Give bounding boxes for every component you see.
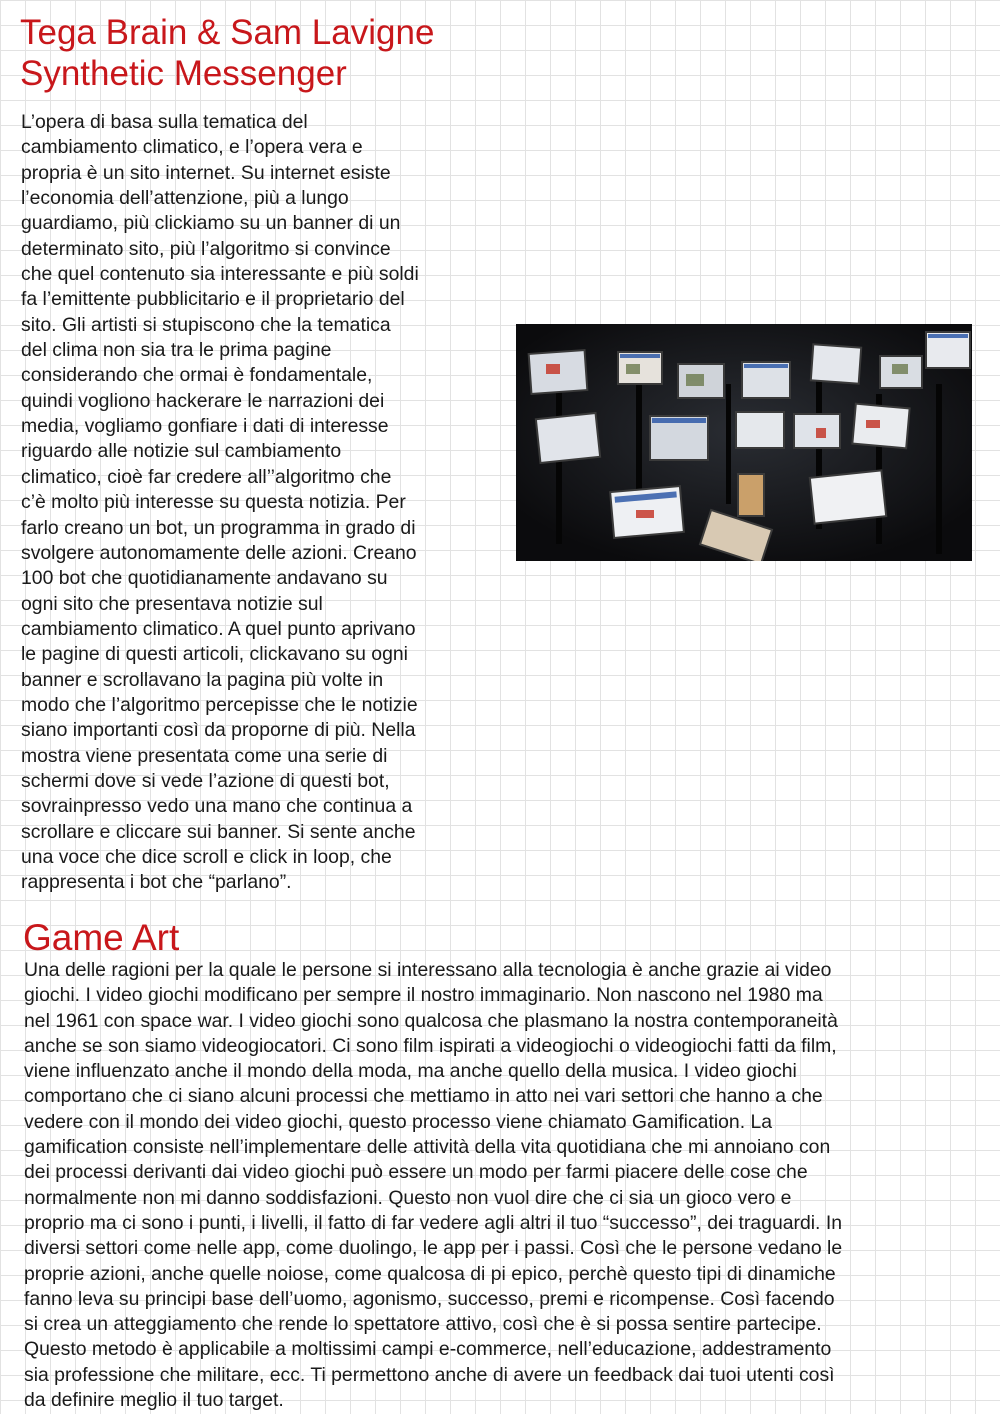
title-artwork: Synthetic Messenger [20,54,347,93]
title-artists: Tega Brain & Sam Lavigne [20,13,435,52]
artwork-description: L’opera di basa sulla tematica del cambiamento climatico, e l’opera vera e propria è un sito internet. Su internet esiste l’economia dell’attenzione, più a lungo guardiamo, più clickiamo su un banner di un determinato sito, più l’algoritmo si convince che quel contenuto sia interessante e più soldi fa l’emittente pubblicitario e il proprietario del sito. Gli artisti si stupiscono che la tematica del clima non sia tra le prima pagine considerando che ormai è fondamentale, quindi vogliono hackerare le narrazioni dei media, vogliamo gonfiare i dati di interesse riguardo alle notizie sul cambiamento climatico, cioè far credere all’’algoritmo che c’è molto più interesse su questa notizia. Per farlo creano un bot, un programma in grado di svolgere autonomamente delle azioni. Creano 100 bot che quotidianamente andavano su ogni sito che presentava notizie sul cambiamento climatico. A quel punto aprivano le pagine di questi articoli, clickavano su ogni banner e scrollavano la pagina più volte in modo che l’algoritmo percepisse che le notizie siano importanti così da proporne di più. Nella mostra viene presentata come una serie di schermi dove si vede l’azione di questi bot, sovrainpresso vedo una mano che continua a scrollare e cliccare sui banner. Si sente anche una voce che dice scroll e click in loop, che rappresenta i bot che “parlano”. [21,111,419,894]
page-title [20,12,434,94]
installation-photo [516,324,972,561]
section-heading-game-art: Game Art [23,917,180,958]
game-art-text: Una delle ragioni per la quale le persone si interessano alla tecnologia è anche grazie ai video giochi. I video giochi modificano per sempre il nostro immaginario. Non nascono nel 1980 ma nel 1961 con space war. I video giochi sono qualcosa che plasmano la nostra contemporaneità anche se son siamo videogiocatori. Ci sono film ispirati a videogiochi o videogiochi fatti da film, viene influenzato anche il mondo della moda, ma anche quello della musica. I video giochi comportano che ci siano alcuni processi che mettiamo in atto nei vari settori che hanno a che vedere con il mondo dei video giochi, questo processo viene chiamato Gamification. La gamification consiste nell’implementare delle attività della vita quotidiana che mi annoiano con dei processi derivanti dai video giochi può essere un modo per farmi piacere delle cose che normalmente non mi danno soddisfazioni. Questo non vuol dire che ci sia un gioco vero e proprio ma ci sono i punti, i livelli, il fatto di far vedere agli altri il tuo “successo”, dei traguardi. In diversi settori come nelle app, come duolingo, le app per i passi. Così che le persone vedano le proprie azioni, anche quelle noiose, come qualcosa di pi epico, perchè questo tipi di dinamiche fanno leva su principi base dell’uomo, agonismo, successo, premi e ricompense. Così facendo si crea un atteggiamento che rende lo spettatore attivo, così che è si possa sentire partecipe. Questo metodo è applicabile a moltissimi campi e-commerce, nell’educazione, addestramento sia professione che militare, ecc. Ti permettono anche di avere un feedback dai tuoi utenti così da definire meglio il tuo target. [24,959,843,1412]
